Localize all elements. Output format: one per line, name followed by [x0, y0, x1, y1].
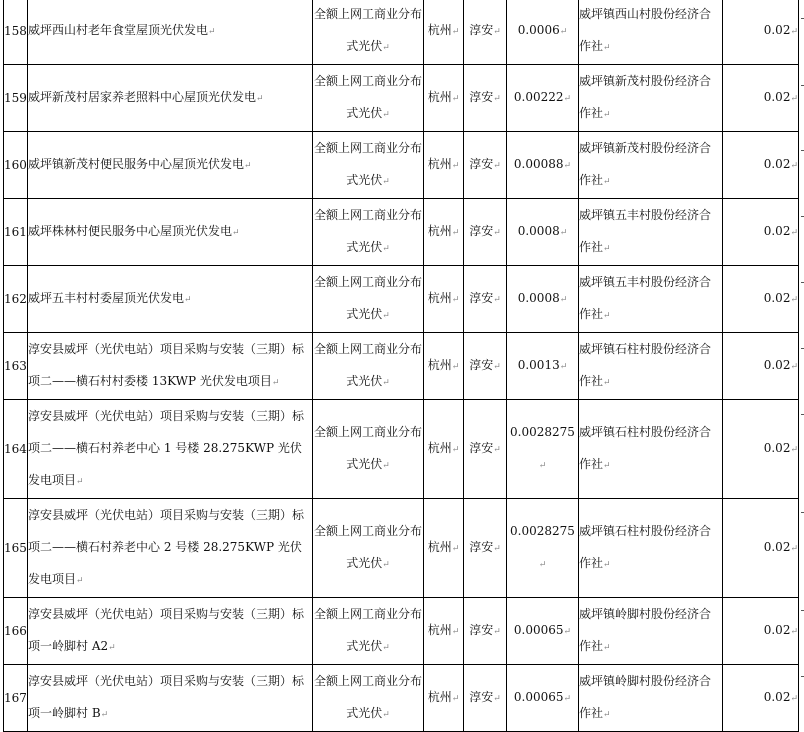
project-name-cell	[28, 0, 313, 65]
capacity-cell	[507, 65, 579, 132]
project-type: 全额上网工商业分布式光伏	[313, 74, 422, 120]
table-row	[4, 65, 799, 132]
ratio-cell	[723, 665, 799, 732]
owner: 威坪镇新茂村股份经济合作社	[579, 74, 712, 120]
row-number: 161	[4, 225, 27, 239]
row-number-cell	[4, 400, 28, 499]
owner-cell	[579, 132, 723, 199]
city-cell	[424, 598, 464, 665]
county-cell	[464, 598, 507, 665]
capacity-cell	[507, 199, 579, 266]
project-name-cell	[28, 400, 313, 499]
row-number: 165	[4, 541, 27, 555]
county-cell	[464, 199, 507, 266]
project-type-cell	[313, 199, 424, 266]
table-row	[4, 199, 799, 266]
paragraph-mark-icon: ↵	[451, 27, 460, 37]
paragraph-mark-icon: ↵	[603, 378, 611, 388]
paragraph-mark-icon: ↵	[563, 627, 572, 637]
owner: 威坪镇石柱村股份经济合作社	[579, 425, 712, 471]
owner: 威坪镇西山村股份经济合作社	[579, 7, 712, 53]
city: 杭州	[427, 358, 452, 372]
row-number-cell	[4, 0, 28, 65]
county: 淳安	[469, 157, 494, 171]
project-type: 全额上网工商业分布式光伏	[313, 7, 422, 53]
project-name: 威坪新茂村居家养老照料中心屋顶光伏发电	[28, 90, 257, 104]
ratio: 0.02	[763, 358, 791, 372]
table-row	[4, 499, 799, 598]
ratio: 0.02	[763, 540, 791, 554]
paragraph-mark-icon: ↵	[493, 362, 501, 372]
owner: 威坪镇石柱村股份经济合作社	[579, 342, 712, 388]
county-cell	[464, 665, 507, 732]
row-number: 158	[4, 24, 27, 38]
project-name: 威坪株林村便民服务中心屋顶光伏发电	[28, 224, 233, 238]
project-type-cell	[313, 266, 424, 333]
row-number-cell	[4, 199, 28, 266]
county-cell	[464, 0, 507, 65]
paragraph-mark-icon: ↵	[790, 94, 798, 104]
paragraph-mark-icon: ↵	[790, 627, 798, 637]
ratio-cell	[723, 132, 799, 199]
paragraph-mark-icon: ↵	[232, 228, 240, 238]
table-row	[4, 665, 799, 732]
capacity-cell	[507, 499, 579, 598]
paragraph-mark-icon: ↵	[559, 27, 568, 37]
row-number: 160	[4, 158, 27, 172]
table-row	[4, 132, 799, 199]
paragraph-mark-icon: ↵	[451, 295, 460, 305]
ratio-cell	[723, 0, 799, 65]
owner-cell	[579, 665, 723, 732]
row-number-cell	[4, 665, 28, 732]
capacity: 0.00222	[513, 90, 564, 104]
project-name: 淳安县威坪（光伏电站）项目采购与安装（三期）标项二——横石村养老中心 1 号楼 28.275KWP 光伏发电项目	[28, 409, 305, 487]
paragraph-mark-icon: ↵	[790, 295, 798, 305]
county-cell	[464, 65, 507, 132]
city-cell	[424, 0, 464, 65]
owner-cell	[579, 0, 723, 65]
ratio: 0.02	[763, 224, 791, 238]
project-type-cell	[313, 0, 424, 65]
table-row	[4, 400, 799, 499]
paragraph-mark-icon: ↵	[563, 161, 572, 171]
paragraph-mark-icon: ↵	[603, 177, 611, 187]
paragraph-mark-icon: ↵	[184, 295, 192, 305]
paragraph-mark-icon: ↵	[790, 27, 798, 37]
city: 杭州	[427, 441, 452, 455]
ratio: 0.02	[763, 441, 791, 455]
row-number: 159	[4, 91, 27, 105]
project-name-cell	[28, 65, 313, 132]
county: 淳安	[469, 90, 494, 104]
project-type-cell	[313, 65, 424, 132]
capacity: 0.0008	[517, 224, 560, 238]
paragraph-mark-icon: ↵	[603, 110, 611, 120]
city: 杭州	[427, 690, 452, 704]
paragraph-mark-icon: ↵	[493, 161, 501, 171]
paragraph-mark-icon: ↵	[451, 627, 460, 637]
project-name-cell	[28, 598, 313, 665]
capacity: 0.00065	[513, 690, 564, 704]
city: 杭州	[427, 23, 452, 37]
paragraph-mark-icon: ↵	[451, 228, 460, 238]
paragraph-mark-icon: ↵	[493, 445, 501, 455]
project-name: 威坪镇新茂村便民服务中心屋顶光伏发电	[28, 157, 245, 171]
city-cell	[424, 333, 464, 400]
paragraph-mark-icon: ↵	[493, 94, 501, 104]
city: 杭州	[427, 291, 452, 305]
project-name-cell	[28, 266, 313, 333]
capacity-cell	[507, 266, 579, 333]
project-type: 全额上网工商业分布式光伏	[313, 607, 422, 653]
paragraph-mark-icon: ↵	[603, 244, 611, 254]
capacity: 0.00088	[513, 157, 564, 171]
ratio-cell	[723, 400, 799, 499]
paragraph-mark-icon: ↵	[451, 445, 460, 455]
owner: 威坪镇岭脚村股份经济合作社	[579, 674, 712, 720]
capacity-cell	[507, 598, 579, 665]
paragraph-mark-icon: ↵	[382, 244, 390, 254]
ratio-cell	[723, 266, 799, 333]
table-row	[4, 598, 799, 665]
paragraph-mark-icon: ↵	[790, 544, 798, 554]
paragraph-mark-icon: ↵	[603, 560, 611, 570]
owner-cell	[579, 598, 723, 665]
city-cell	[424, 499, 464, 598]
paragraph-mark-icon: ↵	[790, 362, 798, 372]
capacity-cell	[507, 333, 579, 400]
ratio-cell	[723, 598, 799, 665]
city: 杭州	[427, 623, 452, 637]
city: 杭州	[427, 224, 452, 238]
paragraph-mark-icon: ↵	[790, 694, 798, 704]
project-table	[3, 0, 799, 732]
county-cell	[464, 400, 507, 499]
table-row	[4, 0, 799, 65]
owner-cell	[579, 266, 723, 333]
paragraph-mark-icon: ↵	[493, 694, 501, 704]
project-type: 全额上网工商业分布式光伏	[313, 141, 422, 187]
table-row	[4, 266, 799, 333]
county: 淳安	[469, 291, 494, 305]
paragraph-mark-icon: ↵	[603, 461, 611, 471]
ratio: 0.02	[763, 690, 791, 704]
county-cell	[464, 333, 507, 400]
paragraph-mark-icon: ↵	[256, 94, 264, 104]
project-type: 全额上网工商业分布式光伏	[313, 674, 422, 720]
owner: 威坪镇岭脚村股份经济合作社	[579, 607, 712, 653]
row-number-cell	[4, 499, 28, 598]
paragraph-mark-icon: ↵	[76, 477, 84, 487]
paragraph-mark-icon: ↵	[538, 560, 547, 570]
paragraph-mark-icon: ↵	[208, 27, 216, 37]
ratio: 0.02	[763, 291, 791, 305]
project-type: 全额上网工商业分布式光伏	[313, 524, 422, 570]
project-name: 威坪西山村老年食堂屋顶光伏发电	[28, 23, 209, 37]
paragraph-mark-icon: ↵	[382, 110, 390, 120]
ratio-cell	[723, 499, 799, 598]
owner: 威坪镇石柱村股份经济合作社	[579, 524, 712, 570]
row-number: 163	[4, 359, 27, 373]
paragraph-mark-icon: ↵	[108, 643, 116, 653]
project-type: 全额上网工商业分布式光伏	[313, 342, 422, 388]
paragraph-mark-icon: ↵	[451, 362, 460, 372]
paragraph-mark-icon: ↵	[382, 461, 390, 471]
county-cell	[464, 499, 507, 598]
county: 淳安	[469, 358, 494, 372]
capacity-cell	[507, 665, 579, 732]
paragraph-mark-icon: ↵	[244, 161, 252, 171]
table-row	[4, 333, 799, 400]
city-cell	[424, 266, 464, 333]
capacity: 0.0013	[517, 358, 560, 372]
paragraph-mark-icon: ↵	[603, 710, 611, 720]
ratio-cell	[723, 199, 799, 266]
row-number-cell	[4, 333, 28, 400]
paragraph-mark-icon: ↵	[76, 576, 84, 586]
paragraph-mark-icon: ↵	[382, 710, 390, 720]
paragraph-mark-icon: ↵	[559, 362, 568, 372]
owner-cell	[579, 199, 723, 266]
capacity: 0.0028275	[510, 425, 575, 439]
city-cell	[424, 132, 464, 199]
paragraph-mark-icon: ↵	[382, 643, 390, 653]
paragraph-mark-icon: ↵	[451, 694, 460, 704]
ratio-cell	[723, 333, 799, 400]
project-name: 淳安县威坪（光伏电站）项目采购与安装（三期）标项二——横石村养老中心 2 号楼 28.275KWP 光伏发电项目	[28, 508, 305, 586]
paragraph-mark-icon: ↵	[271, 378, 280, 388]
city: 杭州	[427, 540, 452, 554]
paragraph-mark-icon: ↵	[493, 27, 501, 37]
capacity: 0.0028275	[510, 524, 575, 538]
project-type-cell	[313, 132, 424, 199]
paragraph-mark-icon: ↵	[559, 228, 568, 238]
capacity-cell	[507, 400, 579, 499]
owner-cell	[579, 65, 723, 132]
paragraph-mark-icon: ↵	[559, 295, 568, 305]
paragraph-mark-icon: ↵	[603, 43, 611, 53]
paragraph-mark-icon: ↵	[790, 161, 798, 171]
project-type-cell	[313, 400, 424, 499]
owner-cell	[579, 499, 723, 598]
paragraph-mark-icon: ↵	[493, 295, 501, 305]
project-name: 淳安县威坪（光伏电站）项目采购与安装（三期）标项一岭脚村 B	[28, 674, 305, 720]
paragraph-mark-icon: ↵	[493, 228, 501, 238]
owner: 威坪镇五丰村股份经济合作社	[579, 208, 712, 254]
city-cell	[424, 665, 464, 732]
row-number: 162	[4, 292, 27, 306]
owner-cell	[579, 400, 723, 499]
county: 淳安	[469, 540, 494, 554]
project-name: 淳安县威坪（光伏电站）项目采购与安装（三期）标项二——横石村村委楼 13KWP 光伏发电项目	[28, 342, 305, 388]
project-type: 全额上网工商业分布式光伏	[313, 208, 422, 254]
ratio: 0.02	[763, 23, 791, 37]
project-name-cell	[28, 499, 313, 598]
capacity: 0.0008	[517, 291, 560, 305]
project-name-cell	[28, 665, 313, 732]
paragraph-mark-icon: ↵	[790, 445, 798, 455]
project-type-cell	[313, 598, 424, 665]
row-number: 167	[4, 691, 27, 705]
project-type: 全额上网工商业分布式光伏	[313, 275, 422, 321]
paragraph-mark-icon: ↵	[603, 643, 611, 653]
city: 杭州	[427, 90, 452, 104]
project-type-cell	[313, 499, 424, 598]
owner: 威坪镇五丰村股份经济合作社	[579, 275, 712, 321]
paragraph-mark-icon: ↵	[382, 43, 390, 53]
row-number: 166	[4, 624, 27, 638]
paragraph-mark-icon: ↵	[382, 560, 390, 570]
paragraph-mark-icon: ↵	[451, 161, 460, 171]
ratio-cell	[723, 65, 799, 132]
county: 淳安	[469, 224, 494, 238]
capacity: 0.0006	[517, 23, 560, 37]
county: 淳安	[469, 690, 494, 704]
row-number-cell	[4, 266, 28, 333]
city-cell	[424, 65, 464, 132]
capacity-cell	[507, 0, 579, 65]
city-cell	[424, 199, 464, 266]
row-number: 164	[4, 442, 27, 456]
project-type-cell	[313, 333, 424, 400]
project-name: 威坪五丰村村委屋顶光伏发电	[28, 291, 185, 305]
paragraph-mark-icon: ↵	[451, 544, 460, 554]
paragraph-mark-icon: ↵	[563, 694, 572, 704]
county-cell	[464, 132, 507, 199]
owner: 威坪镇新茂村股份经济合作社	[579, 141, 712, 187]
paragraph-mark-icon: ↵	[493, 627, 501, 637]
project-type: 全额上网工商业分布式光伏	[313, 425, 422, 471]
paragraph-mark-icon: ↵	[451, 94, 460, 104]
county: 淳安	[469, 623, 494, 637]
project-name: 淳安县威坪（光伏电站）项目采购与安装（三期）标项一岭脚村 A2	[28, 607, 305, 653]
county-cell	[464, 266, 507, 333]
paragraph-mark-icon: ↵	[790, 228, 798, 238]
paragraph-mark-icon: ↵	[493, 544, 501, 554]
paragraph-mark-icon: ↵	[382, 177, 390, 187]
paragraph-mark-icon: ↵	[603, 311, 611, 321]
paragraph-mark-icon: ↵	[382, 311, 390, 321]
ratio: 0.02	[763, 623, 791, 637]
city-cell	[424, 400, 464, 499]
owner-cell	[579, 333, 723, 400]
ratio: 0.02	[763, 90, 791, 104]
city: 杭州	[427, 157, 452, 171]
capacity: 0.00065	[513, 623, 564, 637]
county: 淳安	[469, 441, 494, 455]
paragraph-mark-icon: ↵	[100, 710, 109, 720]
capacity-cell	[507, 132, 579, 199]
project-name-cell	[28, 132, 313, 199]
project-name-cell	[28, 199, 313, 266]
paragraph-mark-icon: ↵	[538, 461, 547, 471]
paragraph-mark-icon: ↵	[563, 94, 572, 104]
county: 淳安	[469, 23, 494, 37]
row-number-cell	[4, 65, 28, 132]
ratio: 0.02	[763, 157, 791, 171]
paragraph-mark-icon: ↵	[382, 378, 390, 388]
project-name-cell	[28, 333, 313, 400]
project-type-cell	[313, 665, 424, 732]
row-number-cell	[4, 132, 28, 199]
row-number-cell	[4, 598, 28, 665]
